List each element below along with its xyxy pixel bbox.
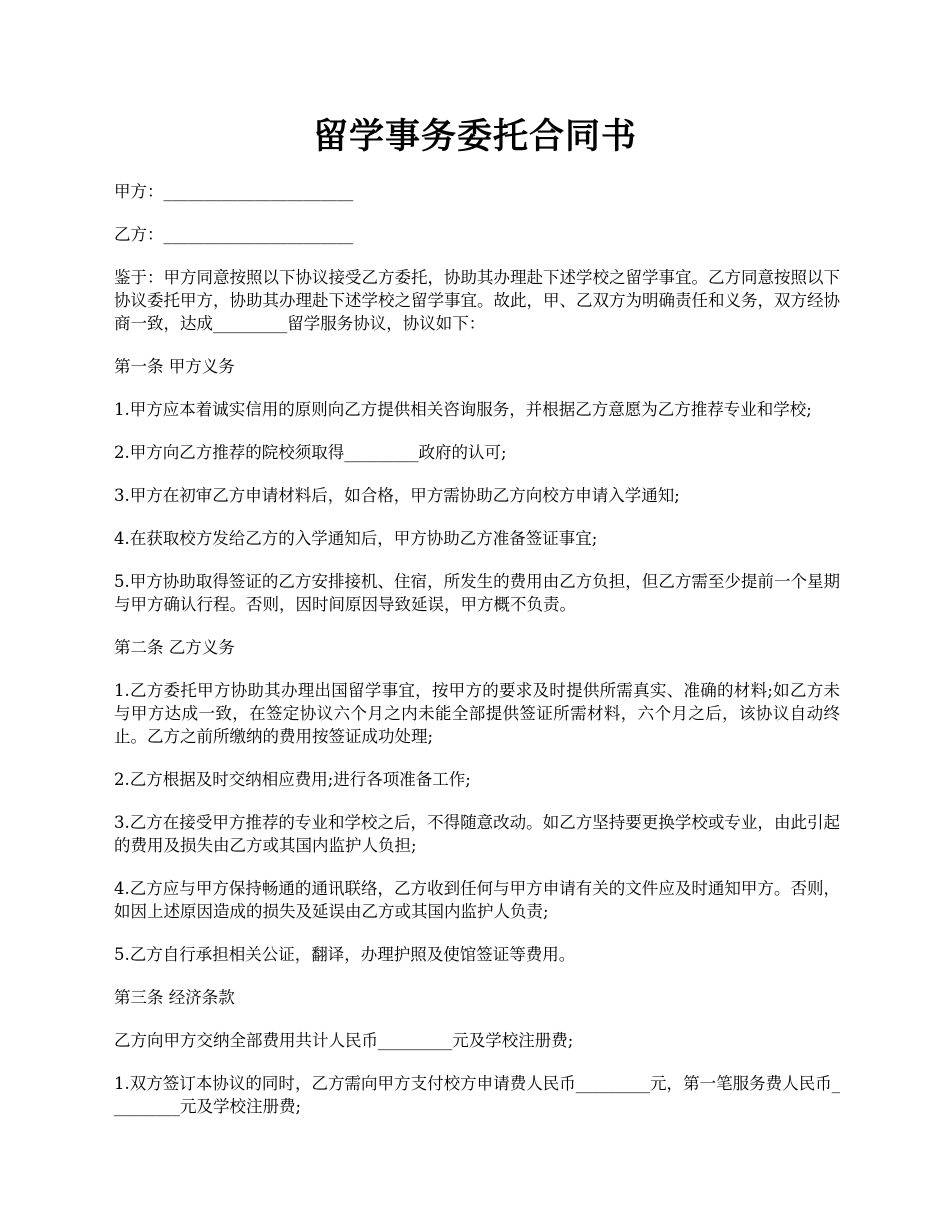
article-2-item: 4.乙方应与甲方保持畅通的通讯联络，乙方收到任何与甲方申请有关的文件应及时通知甲方。否则，如因上述原因造成的损失及延误由乙方或其国内监护人负责; (114, 879, 840, 921)
preamble-paragraph: 鉴于：甲方同意按照以下协议接受乙方委托，协助其办理赴下述学校之留学事宜。乙方同意按照以下协议委托甲方，协助其办理赴下述学校之留学事宜。故此，甲、乙双方为明确责任和义务，双方经协商一致，达成_________留学服务协议，协议如下： (114, 268, 840, 333)
document-body (114, 180, 840, 1138)
article-2-item: 1.乙方委托甲方协助其办理出国留学事宜，按甲方的要求及时提供所需真实、准确的材料;如乙方未与甲方达成一致，在签定协议六个月之内未能全部提供签证所需材料，六个月之后，该协议自动终止。乙方之前所缴纳的费用按签证成功处理; (114, 681, 840, 746)
party-b-line: 乙方：_______________________ (114, 225, 354, 244)
article-1-item: 5.甲方协助取得签证的乙方安排接机、住宿，所发生的费用由乙方负担，但乙方需至少提前一个星期与甲方确认行程。否则，因时间原因导致延误，甲方概不负责。 (114, 572, 840, 614)
document-title: 留学事务委托合同书 (312, 116, 637, 157)
article-1-item: 3.甲方在初审乙方申请材料后，如合格，甲方需协助乙方向校方申请入学通知; (114, 486, 680, 505)
party-a-line: 甲方：_______________________ (114, 182, 354, 201)
article-2-item: 3.乙方在接受甲方推荐的专业和学校之后，不得随意改动。如乙方坚持要更换学校或专业，由此引起的费用及损失由乙方或其国内监护人负担; (114, 813, 840, 855)
article-2-heading: 第二条 乙方义务 (114, 638, 235, 657)
article-1-item: 1.甲方应本着诚实信用的原则向乙方提供相关咨询服务，并根据乙方意愿为乙方推荐专业和学校; (114, 400, 812, 419)
article-3-item: 1.双方签订本协议的同时，乙方需向甲方支付校方申请费人民币_________元，第一笔服务费人民币_________元及学校注册费; (114, 1074, 840, 1116)
article-3-intro: 乙方向甲方交纳全部费用共计人民币_________元及学校注册费; (114, 1031, 574, 1050)
article-2-item: 5.乙方自行承担相关公证，翻译，办理护照及使馆签证等费用。 (114, 945, 576, 964)
article-3-heading: 第三条 经济条款 (114, 988, 235, 1007)
article-1-item: 2.甲方向乙方推荐的院校须取得_________政府的认可; (114, 443, 507, 462)
article-2-item: 2.乙方根据及时交纳相应费用;进行各项准备工作; (114, 770, 471, 789)
article-1-item: 4.在获取校方发给乙方的入学通知后，甲方协助乙方准备签证事宜; (114, 529, 598, 548)
article-1-heading: 第一条 甲方义务 (114, 357, 235, 376)
